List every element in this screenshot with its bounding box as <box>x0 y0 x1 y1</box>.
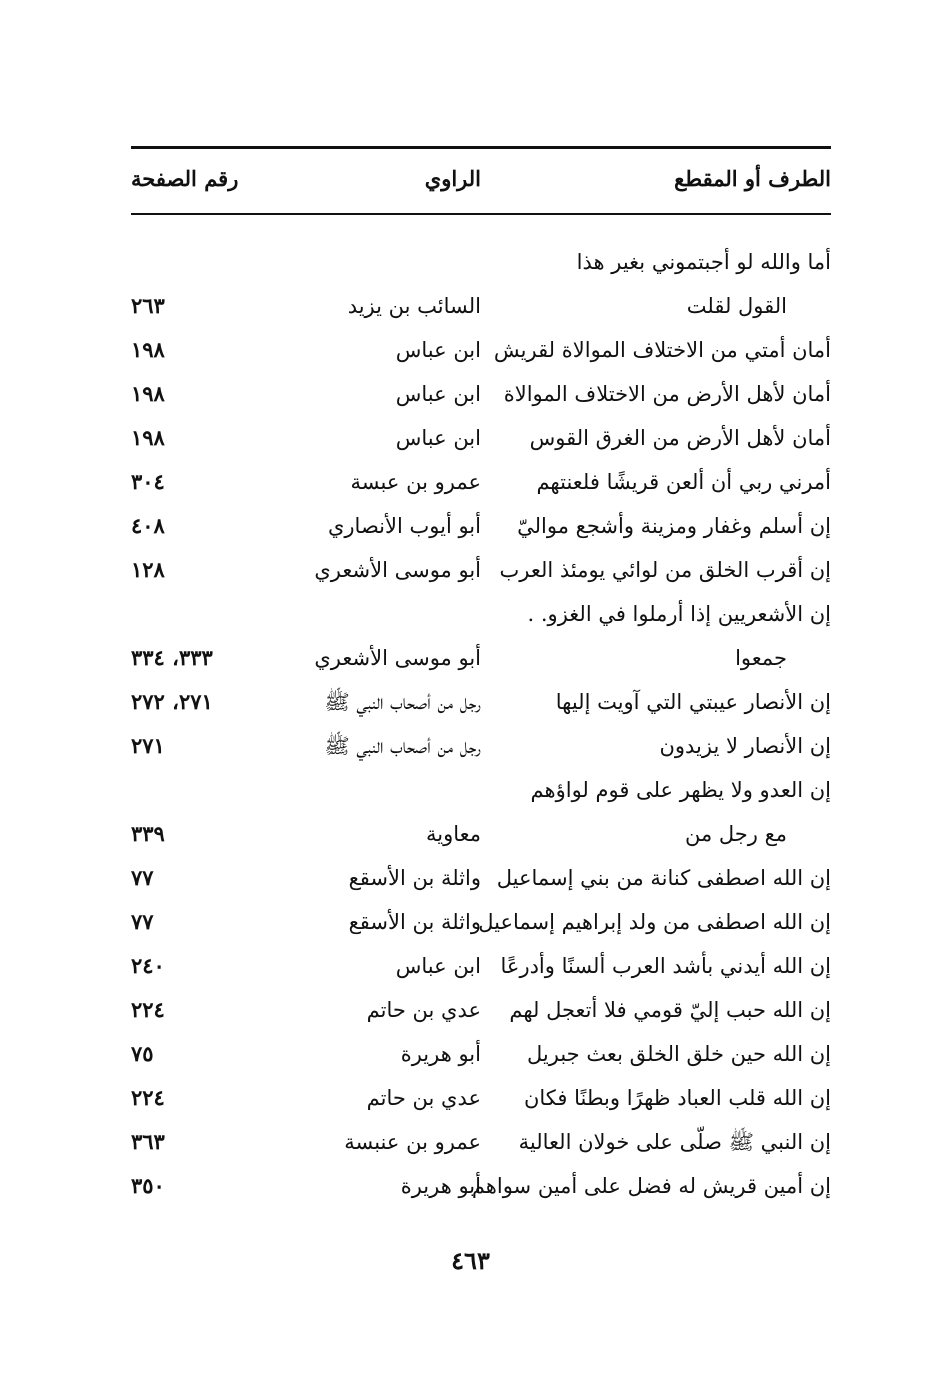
row-excerpt: إن أقرب الخلق من لوائي يومئذ العرب <box>499 558 831 582</box>
row-page-number: ٢٢٤ <box>131 997 165 1022</box>
row-excerpt: إن الأنصار عيبتي التي آويت إليها <box>555 690 831 714</box>
table-header <box>131 166 831 202</box>
row-excerpt: مع رجل من <box>684 822 787 846</box>
row-excerpt: إن الله حبب إليّ قومي فلا أتعجل لهم <box>509 998 831 1022</box>
table-row <box>131 1120 831 1164</box>
table-row <box>131 680 831 724</box>
row-page-number: ١٩٨ <box>131 425 165 450</box>
row-page-number: ١٩٨ <box>131 337 165 362</box>
table-row <box>131 636 831 680</box>
row-page-number: ٣٦٣ <box>131 1129 165 1154</box>
row-narrator: عدي بن حاتم <box>366 1086 481 1110</box>
row-page-number: ٢٦٣ <box>131 293 165 318</box>
row-page-number: ٢٢٤ <box>131 1085 165 1110</box>
row-excerpt: إن الأنصار لا يزيدون <box>659 734 831 758</box>
table-row <box>131 240 831 284</box>
row-excerpt: القول لقلت <box>686 294 787 318</box>
row-narrator: أبو هريرة <box>400 1042 481 1066</box>
row-narrator: أبو أيوب الأنصاري <box>327 514 481 538</box>
row-narrator: ابن عباس <box>395 426 481 450</box>
table-row <box>131 724 831 768</box>
row-page-number: ٣٠٤ <box>131 469 165 494</box>
row-page-number: ٣٥٠ <box>131 1173 165 1198</box>
row-narrator: ابن عباس <box>395 954 481 978</box>
row-narrator: معاوية <box>425 822 481 846</box>
table-row <box>131 284 831 328</box>
column-header-narrator: الراوي <box>424 166 481 191</box>
row-excerpt: أمرني ربي أن ألعن قريشًا فلعنتهم <box>536 470 831 494</box>
row-excerpt: جمعوا <box>735 646 787 670</box>
header-top-rule <box>131 146 831 149</box>
row-page-number: ١٩٨ <box>131 381 165 406</box>
table-row <box>131 504 831 548</box>
row-page-number: ٧٧ <box>131 909 154 934</box>
row-narrator: واثلة بن الأسقع <box>348 866 481 890</box>
row-page-number: ٣٣٣، ٣٣٤ <box>131 645 213 670</box>
table-row <box>131 416 831 460</box>
row-narrator: أبو موسى الأشعري <box>314 646 481 670</box>
row-excerpt: أمان لأهل الأرض من الاختلاف الموالاة <box>503 382 831 406</box>
row-narrator: عمرو بن عنبسة <box>344 1130 481 1154</box>
table-row <box>131 900 831 944</box>
row-excerpt: إن أمين قريش له فضل على أمين سواهم <box>471 1174 831 1198</box>
table-row <box>131 812 831 856</box>
row-page-number: ٤٠٨ <box>131 513 165 538</box>
table-row <box>131 372 831 416</box>
table-row <box>131 460 831 504</box>
row-excerpt: إن النبي ﷺ صلّى على خولان العالية <box>518 1130 831 1154</box>
table-row <box>131 1076 831 1120</box>
row-page-number: ١٢٨ <box>131 557 165 582</box>
page-number: ٤٦٣ <box>451 1246 490 1275</box>
table-row <box>131 1164 831 1208</box>
row-excerpt: أمان أمتي من الاختلاف الموالاة لقريش <box>493 338 831 362</box>
row-narrator: عمرو بن عبسة <box>350 470 481 494</box>
row-narrator: رجل من أصحاب النبي ﷺ <box>324 734 481 758</box>
row-narrator: رجل من أصحاب النبي ﷺ <box>324 690 481 714</box>
table-row <box>131 328 831 372</box>
row-narrator: أبو هريرة <box>400 1174 481 1198</box>
row-narrator: عدي بن حاتم <box>366 998 481 1022</box>
column-header-page: رقم الصفحة <box>131 166 239 191</box>
row-excerpt: أمان لأهل الأرض من الغرق القوس <box>529 426 831 450</box>
index-table-body <box>131 240 831 1208</box>
row-page-number: ٧٧ <box>131 865 154 890</box>
table-row <box>131 856 831 900</box>
row-excerpt: إن الله أيدني بأشد العرب ألسنًا وأدرعًا <box>500 954 831 978</box>
table-row <box>131 988 831 1032</box>
row-excerpt: إن العدو ولا يظهر على قوم لواؤهم <box>530 778 831 802</box>
table-row <box>131 768 831 812</box>
row-excerpt: إن الله قلب العباد ظهرًا وبطنًا فكان <box>523 1086 831 1110</box>
row-page-number: ٢٧١ <box>131 733 165 758</box>
header-bottom-rule <box>131 213 831 215</box>
row-excerpt: إن الله اصطفى كنانة من بني إسماعيل <box>496 866 831 890</box>
row-excerpt: إن أسلم وغفار ومزينة وأشجع مواليّ <box>517 514 831 538</box>
row-narrator: ابن عباس <box>395 382 481 406</box>
column-header-excerpt: الطرف أو المقطع <box>674 166 831 191</box>
row-page-number: ٢٧١، ٢٧٢ <box>131 689 213 714</box>
table-row <box>131 592 831 636</box>
row-narrator: ابن عباس <box>395 338 481 362</box>
row-page-number: ٧٥ <box>131 1041 154 1066</box>
row-narrator: السائب بن يزيد <box>347 294 481 318</box>
row-narrator: أبو موسى الأشعري <box>314 558 481 582</box>
row-excerpt: إن الأشعريين إذا أرملوا في الغزو. . <box>527 602 831 626</box>
row-page-number: ٢٤٠ <box>131 953 165 978</box>
row-excerpt: إن الله حين خلق الخلق بعث جبريل <box>526 1042 831 1066</box>
row-excerpt: إن الله اصطفى من ولد إبراهيم إسماعيل <box>478 910 831 934</box>
table-row <box>131 548 831 592</box>
row-narrator: واثلة بن الأسقع <box>348 910 481 934</box>
table-row <box>131 1032 831 1076</box>
table-row <box>131 944 831 988</box>
row-page-number: ٣٣٩ <box>131 821 165 846</box>
row-excerpt: أما والله لو أجبتموني بغير هذا <box>576 250 831 274</box>
